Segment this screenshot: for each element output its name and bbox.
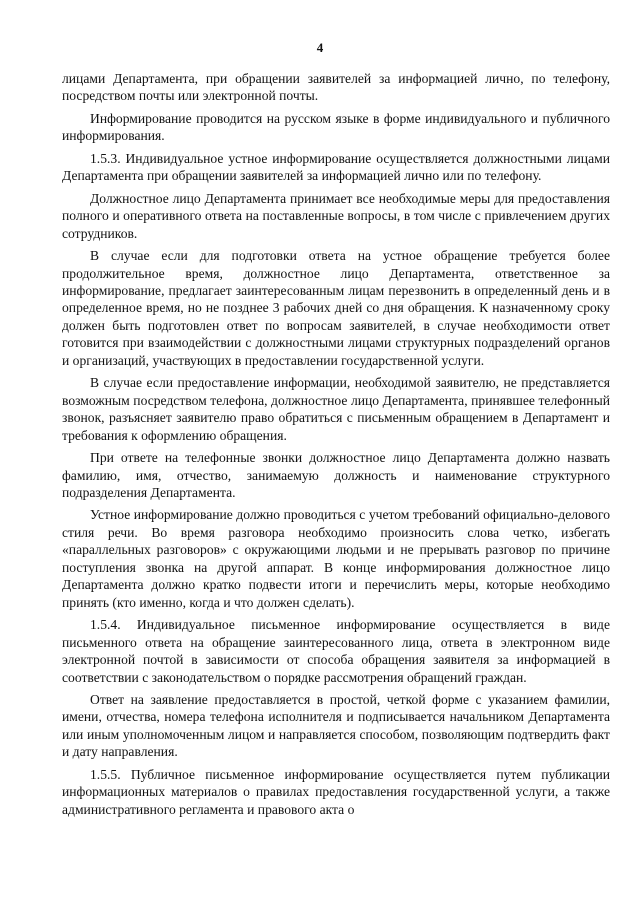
paragraph-1-5-4: 1.5.4. Индивидуальное письменное информирование осуществляется в виде письменного ответа на обращение заинтересованного лица, ответа в электронном виде электронной почтой в зависимости от способа обращения заявителя за информацией в соответствии с законодательством о порядке рассмотрения обращений граждан. (62, 617, 610, 685)
paragraph-continuation: лицами Департамента, при обращении заявителей за информацией лично, по телефону, посредством почты или электронной почты. (62, 71, 610, 104)
paragraph-oral-style: Устное информирование должно проводиться с учетом требований официально-делового стиля речи. Во время разговора необходимо произносить слова четко, избегать «параллельных разговоров» с окружающими людьми и не прерывать разговор по причине поступления звонка на другой аппарат. В конце информирования должностное лицо Департамента должно кратко подвести итоги и перечислить меры, которые необходимо принять (кто именно, когда и что должен сделать). (62, 507, 610, 610)
paragraph-written-appeal: В случае если предоставление информации, необходимой заявителю, не представляется возможным посредством телефона, должностное лицо Департамента, принявшее телефонный звонок, разъясняет заявителю право обратиться с письменным обращением в Департамент и требования к оформлению обращения. (62, 375, 610, 443)
paragraph-phone-calls: При ответе на телефонные звонки должностное лицо Департамента должно назвать фамилию, имя, отчество, занимаемую должность и наименование структурного подразделения Департамента. (62, 450, 610, 500)
paragraph-callback: В случае если для подготовки ответа на устное обращение требуется более продолжительное время, должностное лицо Департамента, ответственное за информирование, предлагает заинтересованным лицам перезвонить в определенный день и в определенное время, но не позднее 3 рабочих дней со дня обращения. К назначенному сроку должен быть подготовлен ответ по вопросам заявителей, в случае необходимости ответ готовится при взаимодействии с должностными лицами структурных подразделений органов и организаций, участвующих в предоставлении государственной услуги. (62, 248, 610, 368)
paragraph-official-measures: Должностное лицо Департамента принимает все необходимые меры для предоставления полного и оперативного ответа на поставленные вопросы, в том числе с привлечением других сотрудников. (62, 190, 610, 241)
document-body (62, 70, 610, 823)
paragraph-1-5-5: 1.5.5. Публичное письменное информирование осуществляется путем публикации информационных материалов о правилах предоставления государственной услуги, а также административного регламента и правового акта о (62, 766, 610, 817)
page-number: 4 (316, 40, 324, 55)
paragraph-1-5-3: 1.5.3. Индивидуальное устное информирование осуществляется должностными лицами Департамента при обращении заявителей за информацией лично или по телефону. (62, 150, 610, 184)
paragraph-language: Информирование проводится на русском языке в форме индивидуального и публичного информирования. (62, 110, 610, 144)
paragraph-answer-form: Ответ на заявление предоставляется в простой, четкой форме с указанием фамилии, имени, отчества, номера телефона исполнителя и подписывается начальником Департамента или иным уполномоченным лицом и направляется способом, позволяющим подтвердить факт и дату направления. (62, 691, 610, 760)
